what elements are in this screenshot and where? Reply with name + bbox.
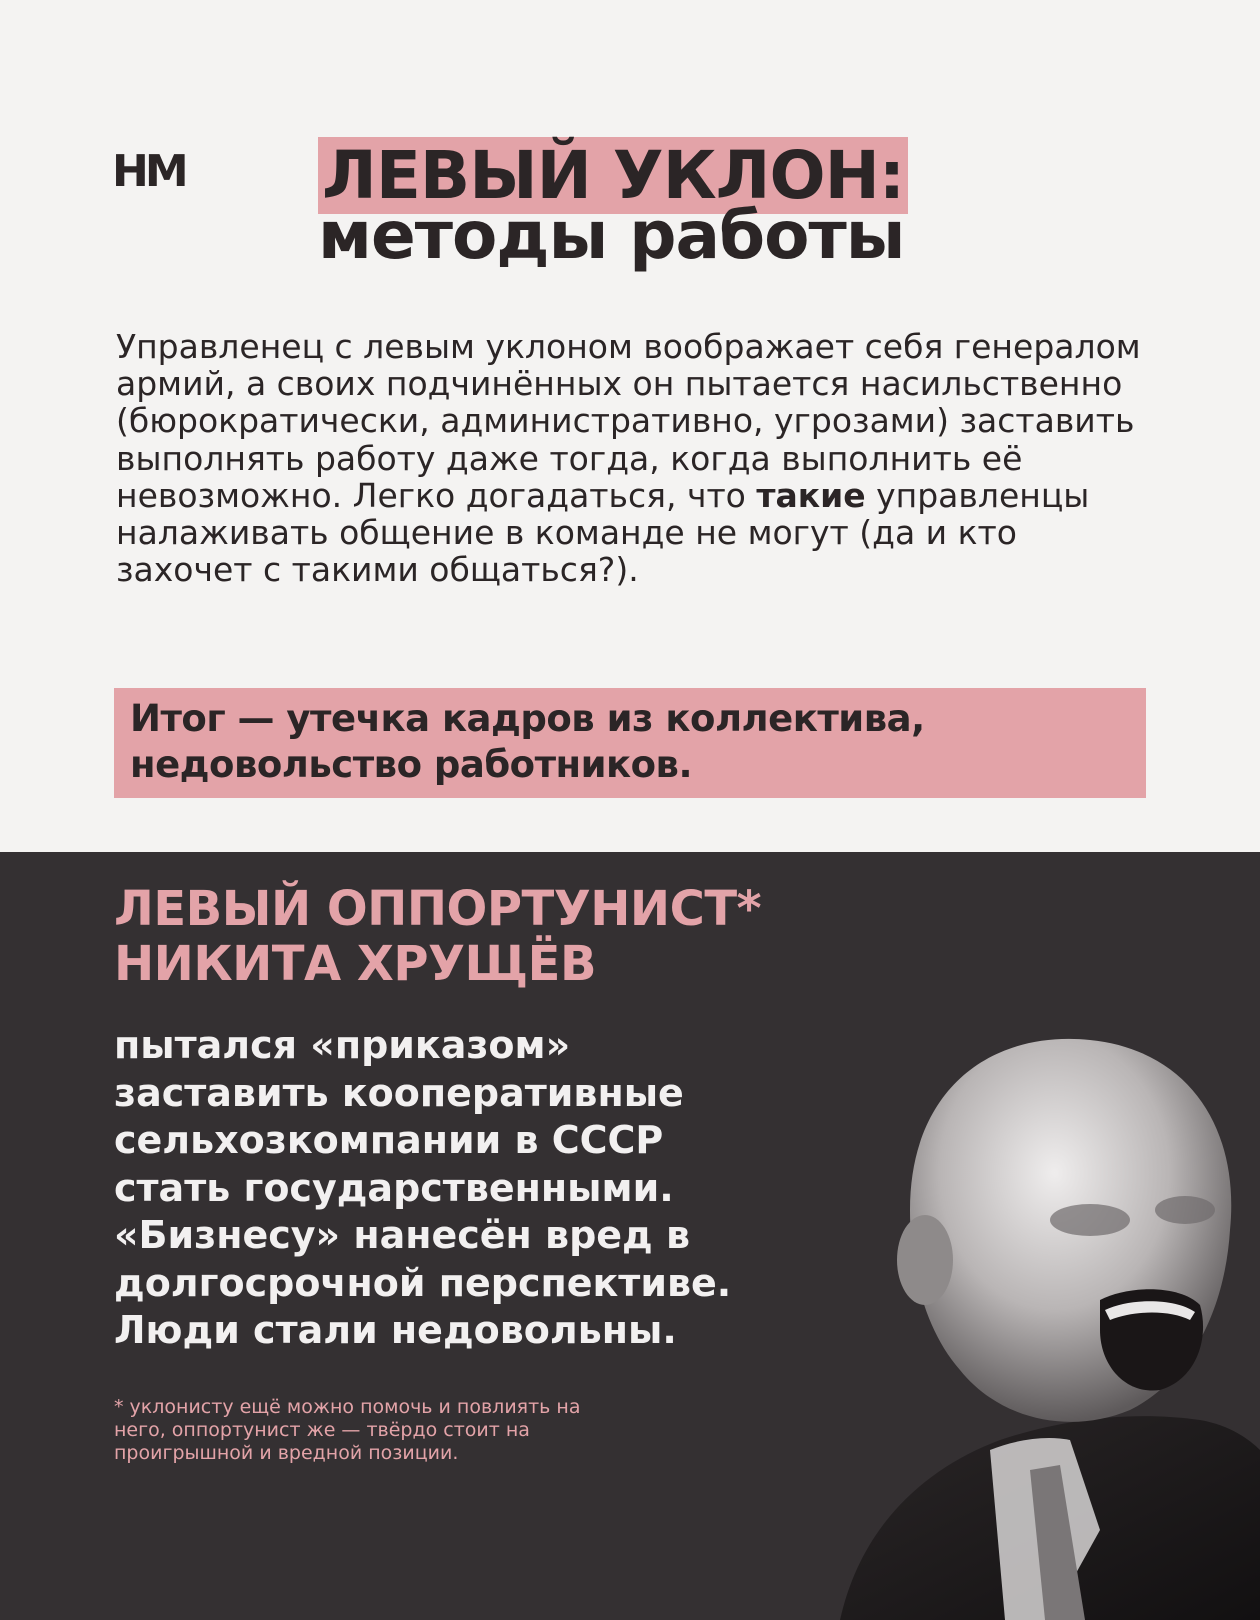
footnote-line: * уклонисту ещё можно помочь и повлиять на <box>114 1396 581 1418</box>
opportunist-title-line-2: НИКИТА ХРУЩЁВ <box>114 936 597 992</box>
footnote <box>114 1396 580 1465</box>
opportunist-title-line-1: ЛЕВЫЙ ОППОРТУНИСТ* <box>114 881 762 937</box>
opportunist-text-line: пытался «приказом» <box>114 1023 571 1067</box>
logo: НМ <box>112 146 185 197</box>
footnote-line: проигрышной и вредной позиции. <box>114 1442 459 1464</box>
opportunist-text-line: «Бизнесу» нанесён вред в <box>114 1213 691 1257</box>
page-title-line-2: методы работы <box>318 197 905 274</box>
result-callout <box>114 688 1146 798</box>
opportunist-text-line: долгосрочной перспективе. <box>114 1260 732 1305</box>
opportunist-text-line: стать государственными. <box>114 1165 674 1210</box>
opportunist-text-line: заставить кооперативные <box>114 1070 684 1115</box>
opportunist-title <box>114 882 761 992</box>
title-highlight: ЛЕВЫЙ УКЛОН: <box>318 137 908 214</box>
opportunist-text-line: сельхозкомпании в СССР <box>114 1118 664 1162</box>
body-text-end: управленцы налаживать общение в команде не могут (да и кто захочет с такими общаться?). <box>116 475 1090 590</box>
body-bold-word: такие <box>756 475 866 515</box>
opportunist-text <box>114 1022 731 1355</box>
body-paragraph <box>116 328 1156 588</box>
result-text <box>130 696 925 788</box>
opportunist-text-line: Люди стали недовольны. <box>114 1308 677 1352</box>
khrushchev-photo <box>800 970 1260 1620</box>
bottom-section <box>0 852 1260 1620</box>
footnote-line: него, оппортунист же — твёрдо стоит на <box>114 1419 530 1441</box>
result-line-2: недовольство работников. <box>130 743 693 786</box>
result-line-1: Итог — утечка кадров из коллектива, <box>130 697 925 740</box>
body-text-start: Управленец с левым уклоном воображает себя генералом армий, а своих подчинённых он пытается насильственно (бюрократически, административно, угрозами) заставить выполнять работу даже тогда, когда выполнить её невозможно. Легко догадаться, что <box>116 327 1141 515</box>
